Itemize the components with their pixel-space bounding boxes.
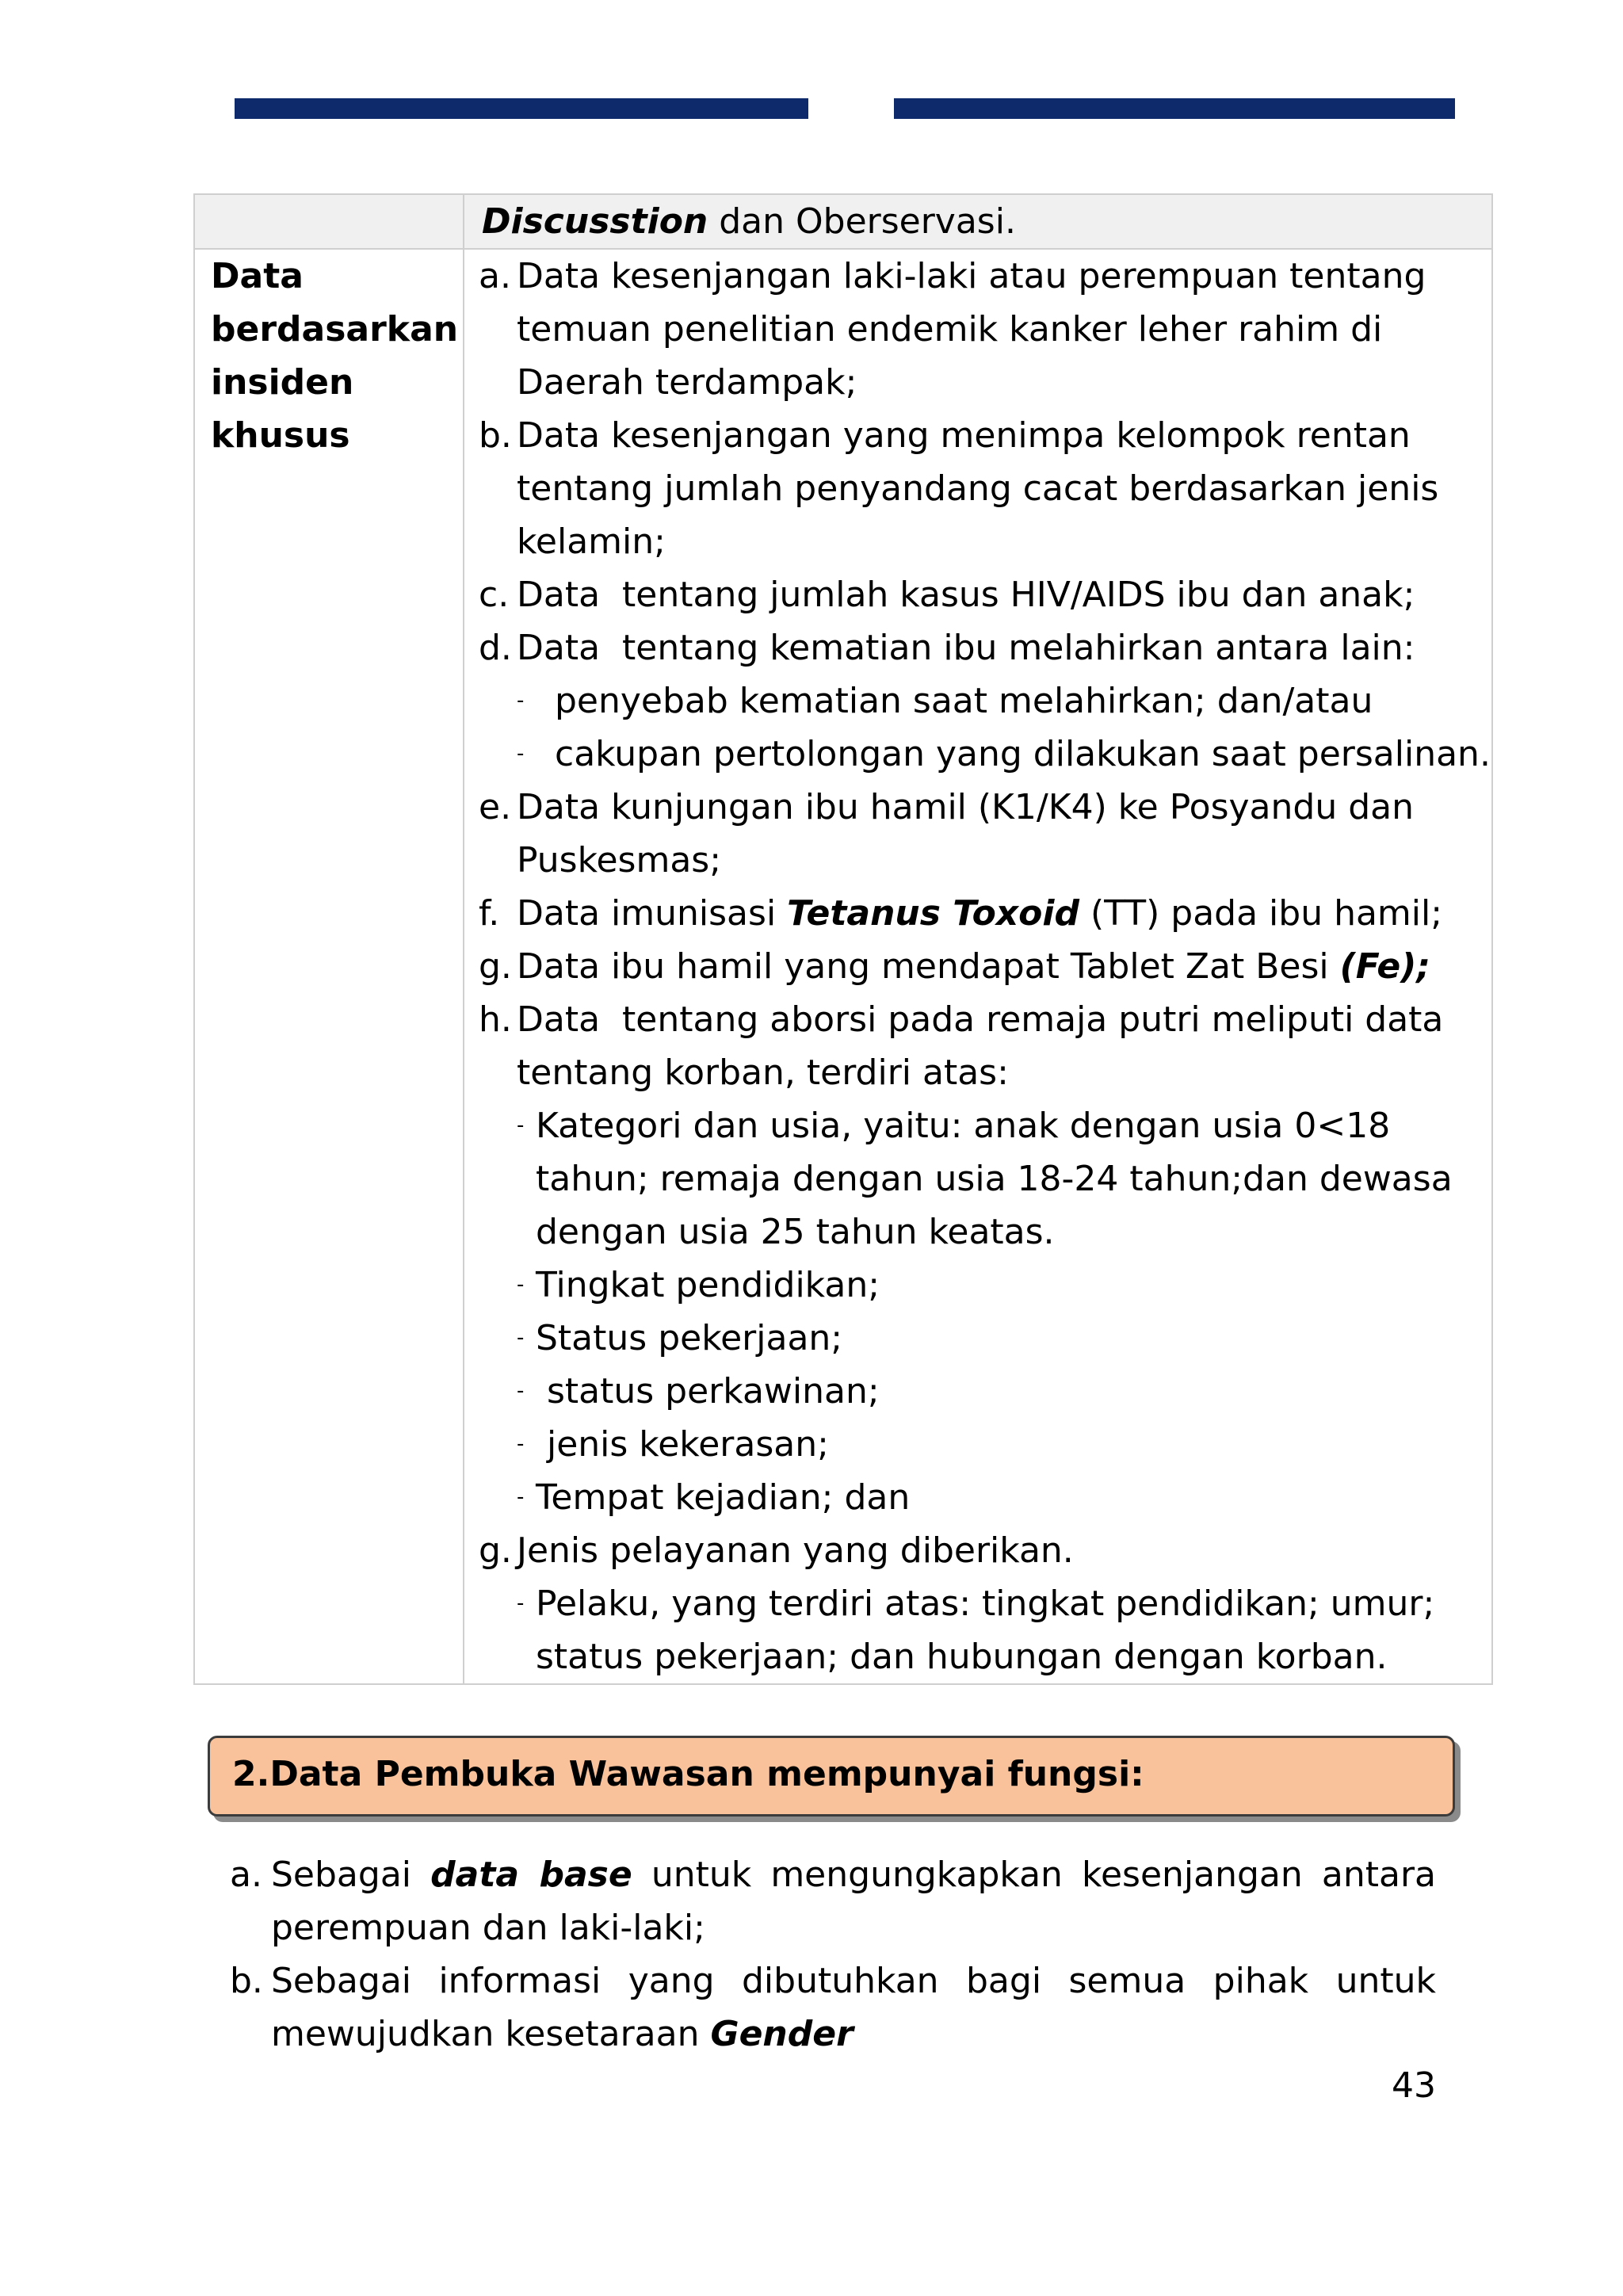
item-marker: a. <box>479 256 511 296</box>
list-item <box>464 993 1491 1099</box>
item-emphasis: (Fe); <box>1339 946 1430 987</box>
item-marker: g. <box>479 946 512 987</box>
item-emphasis: Gender <box>710 2014 854 2054</box>
list-item <box>464 940 1491 993</box>
item-line <box>271 1954 1436 2008</box>
page-number: 43 <box>1392 2065 1436 2106</box>
dash-marker: - <box>517 689 525 712</box>
dash-marker: - <box>517 1591 525 1615</box>
sub-item <box>464 1099 1491 1259</box>
sub-item <box>464 1312 1491 1365</box>
sub-item-line: dengan usia 25 tahun keatas. <box>536 1212 1055 1252</box>
method-term: Discusstion <box>482 201 708 242</box>
header-bar-right <box>894 98 1455 119</box>
section-heading-box <box>208 1736 1455 1817</box>
item-line: Data tentang jumlah kasus HIV/AIDS ibu dan anak; <box>517 575 1415 615</box>
list-item <box>464 250 1491 409</box>
dash-marker: - <box>517 1379 525 1403</box>
item-text: Sebagai informasi yang dibutuhkan bagi semua pihak untuk <box>271 1961 1436 2001</box>
section-title: 2.Data Pembuka Wawasan mempunyai fungsi: <box>232 1754 1144 1794</box>
item-marker: f. <box>479 893 500 934</box>
sub-item-line: status pekerjaan; dan hubungan dengan korban. <box>536 1637 1388 1677</box>
item-line: Data tentang aborsi pada remaja putri meliputi data <box>517 999 1444 1040</box>
table-cell-empty <box>194 194 464 249</box>
sub-item <box>464 674 1491 728</box>
row-label-line: khusus <box>211 415 350 456</box>
sub-item-text: Status pekerjaan; <box>536 1318 843 1358</box>
item-text: Data ibu hamil yang mendapat Tablet Zat Besi <box>517 946 1340 987</box>
item-marker: c. <box>479 575 510 615</box>
item-text: Sebagai <box>271 1855 431 1895</box>
sub-item <box>464 1259 1491 1312</box>
list-item <box>464 568 1491 621</box>
item-marker: d. <box>479 628 512 668</box>
dash-marker: - <box>517 1114 525 1137</box>
row-label-line: insiden <box>211 362 354 403</box>
header-bar-left <box>235 98 808 119</box>
sub-item-line: Pelaku, yang terdiri atas: tingkat pendidikan; umur; <box>536 1584 1435 1624</box>
item-line: Data tentang kematian ibu melahirkan antara lain: <box>517 628 1415 668</box>
item-marker: e. <box>479 787 512 827</box>
item-line: temuan penelitian endemik kanker leher rahim di <box>517 309 1383 350</box>
item-marker: b. <box>479 415 512 456</box>
item-text: Data imunisasi <box>517 893 788 934</box>
item-line <box>271 2008 1436 2061</box>
sub-item-text: Tingkat pendidikan; <box>536 1265 880 1305</box>
list-item <box>464 781 1491 887</box>
item-marker: g. <box>479 1530 512 1571</box>
dash-marker: - <box>517 742 525 766</box>
table-row <box>194 249 1492 1684</box>
item-text: untuk mengungkapkan kesenjangan antara <box>632 1855 1436 1895</box>
item-text: (TT) pada ibu hamil; <box>1079 893 1443 934</box>
item-line: Daerah terdampak; <box>517 362 857 403</box>
item-text: mewujudkan kesetaraan <box>271 2014 711 2054</box>
item-line: tentang jumlah penyandang cacat berdasarkan jenis <box>517 468 1439 509</box>
dash-marker: - <box>517 1326 525 1350</box>
item-line <box>271 1848 1436 1901</box>
item-emphasis: data base <box>430 1855 632 1895</box>
item-line <box>517 940 1491 993</box>
list-item <box>464 409 1491 568</box>
item-text: perempuan dan laki-laki; <box>271 1908 705 1948</box>
sub-item <box>464 1471 1491 1524</box>
items-cell <box>464 249 1492 1684</box>
sub-item-text: cakupan pertolongan yang dilakukan saat persalinan. <box>555 734 1491 774</box>
function-list <box>230 1848 1436 2061</box>
table-cell-method <box>464 194 1492 249</box>
table-row <box>194 194 1492 249</box>
item-marker: b. <box>230 1961 263 2001</box>
list-item <box>464 887 1491 940</box>
item-marker: a. <box>230 1855 262 1895</box>
sub-item-text: status perkawinan; <box>536 1371 880 1412</box>
item-line: Data kunjungan ibu hamil (K1/K4) ke Posyandu dan <box>517 787 1414 827</box>
dash-marker: - <box>517 1432 525 1456</box>
sub-item-line: tahun; remaja dengan usia 18-24 tahun;dan dewasa <box>536 1159 1453 1199</box>
row-label-line: berdasarkan <box>211 309 459 350</box>
item-line: Data kesenjangan yang menimpa kelompok rentan <box>517 415 1411 456</box>
sub-item <box>464 1418 1491 1471</box>
sub-item <box>464 1577 1491 1683</box>
row-label-line: Data <box>211 256 304 296</box>
sub-item-text: jenis kekerasan; <box>536 1424 829 1465</box>
data-table <box>193 193 1493 1685</box>
list-item <box>230 1848 1436 1954</box>
list-item <box>464 1524 1491 1577</box>
sub-item <box>464 1365 1491 1418</box>
sub-item-line: Kategori dan usia, yaitu: anak dengan usia 0<18 <box>536 1106 1391 1146</box>
method-rest: dan Oberservasi. <box>708 201 1016 242</box>
item-line <box>517 887 1491 940</box>
item-emphasis: Tetanus Toxoid <box>787 893 1079 934</box>
item-line: tentang korban, terdiri atas: <box>517 1052 1009 1093</box>
list-item <box>464 621 1491 674</box>
dash-marker: - <box>517 1485 525 1509</box>
dash-marker: - <box>517 1273 525 1297</box>
item-line: Data kesenjangan laki-laki atau perempuan tentang <box>517 256 1426 296</box>
item-line <box>271 1901 1436 1954</box>
item-line: kelamin; <box>517 521 666 562</box>
item-line: Jenis pelayanan yang diberikan. <box>517 1530 1074 1571</box>
list-item <box>230 1954 1436 2061</box>
row-label <box>194 249 464 1684</box>
item-marker: h. <box>479 999 512 1040</box>
sub-item <box>464 728 1491 781</box>
sub-item-text: penyebab kematian saat melahirkan; dan/atau <box>555 681 1373 721</box>
item-line: Puskesmas; <box>517 840 722 881</box>
sub-item-text: Tempat kejadian; dan <box>536 1477 911 1518</box>
